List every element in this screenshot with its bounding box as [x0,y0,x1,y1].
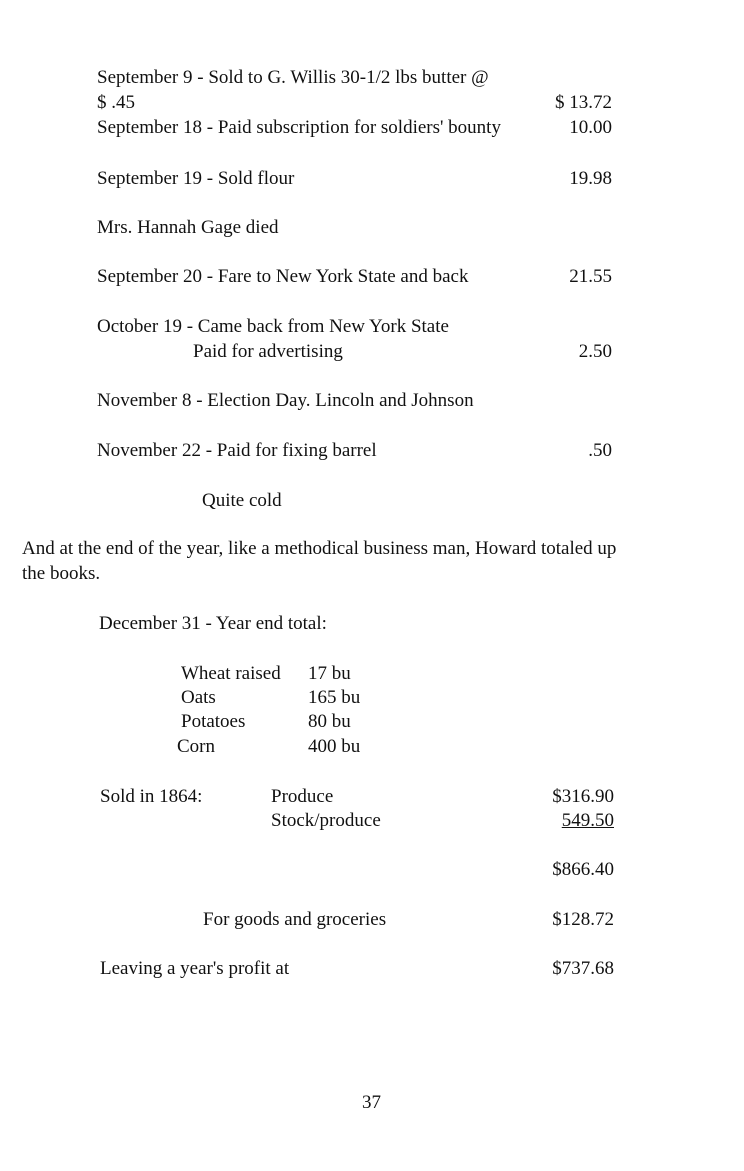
goods-amount: $128.72 [552,909,614,930]
paragraph-line: And at the end of the year, like a methodical business man, Howard totaled up [22,538,617,559]
entry-amount: 21.55 [569,266,612,287]
subtotal: $866.40 [552,859,614,880]
entry-text: Mrs. Hannah Gage died [97,217,279,238]
crop-qty: 80 bu [308,711,351,732]
sale-name: Stock/produce [271,810,381,831]
entry-text: Quite cold [202,490,282,511]
sale-amount: $316.90 [552,786,614,807]
sold-label: Sold in 1864: [100,786,203,807]
crop-qty: 17 bu [308,663,351,684]
entry-text: Paid for advertising [193,341,343,362]
entry-amount: 10.00 [569,117,612,138]
entry-text: September 19 - Sold flour [97,168,295,189]
profit-amount: $737.68 [552,958,614,979]
goods-label: For goods and groceries [203,909,387,930]
crop-name: Potatoes [181,711,246,732]
paragraph-line: the books. [22,563,101,584]
entry-amount: .50 [588,440,612,461]
entry-text: September 9 - Sold to G. Willis 30-1/2 lbs butter @ [97,67,489,88]
entry-text: $ .45 [97,92,135,113]
entry-amount: 19.98 [569,168,612,189]
year-end-heading: December 31 - Year end total: [99,613,327,634]
page-number: 37 [362,1092,381,1113]
crop-qty: 165 bu [308,687,361,708]
entry-text: September 18 - Paid subscription for soldiers' bounty [97,117,501,138]
sale-name: Produce [271,786,334,807]
entry-text: November 22 - Paid for fixing barrel [97,440,377,461]
profit-label: Leaving a year's profit at [100,958,290,979]
crop-name: Oats [181,687,216,708]
crop-qty: 400 bu [308,736,361,757]
crop-name: Wheat raised [181,663,281,684]
entry-text: November 8 - Election Day. Lincoln and Johnson [97,390,474,411]
entry-text: September 20 - Fare to New York State and back [97,266,469,287]
entry-text: October 19 - Came back from New York State [97,316,449,337]
entry-amount: $ 13.72 [555,92,612,113]
entry-amount: 2.50 [578,341,612,362]
crop-name: Corn [177,736,215,757]
sale-amount: 549.50 [561,810,614,831]
